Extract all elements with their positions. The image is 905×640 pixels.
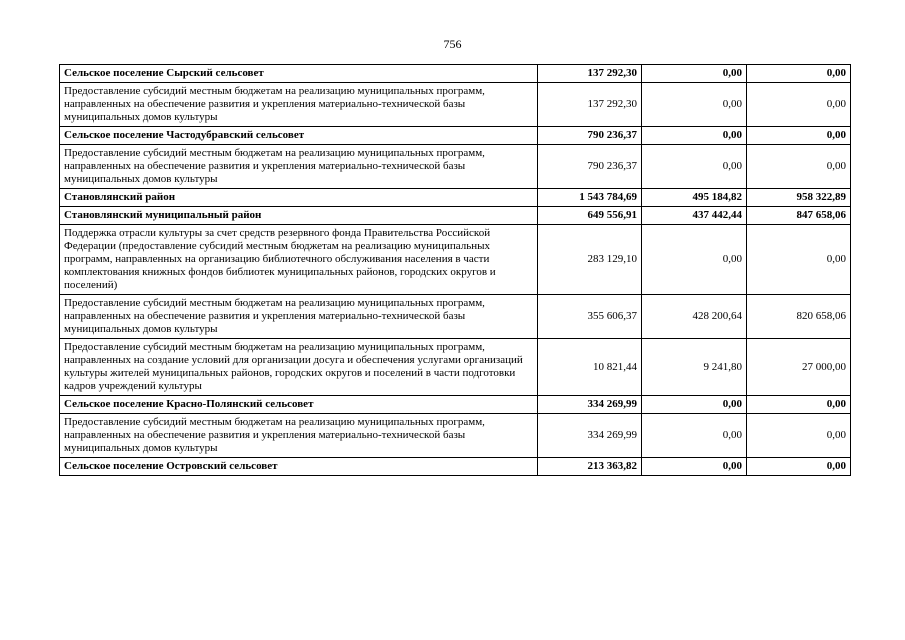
row-value-2-cell: 9 241,80 <box>642 339 747 396</box>
row-value-1-cell: 213 363,82 <box>538 458 642 476</box>
row-name-cell: Предоставление субсидий местным бюджетам на реализацию муниципальных программ, направленных на обеспечение развития и укрепления материально-технической базы муниципальных домов культуры <box>60 83 538 127</box>
row-value-3-cell: 820 658,06 <box>747 295 851 339</box>
row-value-1-cell: 790 236,37 <box>538 145 642 189</box>
row-value-3-cell: 0,00 <box>747 83 851 127</box>
row-value-2-cell: 0,00 <box>642 145 747 189</box>
row-value-1-cell: 334 269,99 <box>538 396 642 414</box>
row-value-2-cell: 0,00 <box>642 83 747 127</box>
row-value-3-cell: 0,00 <box>747 396 851 414</box>
page-number: 756 <box>443 37 462 51</box>
table-row <box>60 414 851 458</box>
row-value-2-cell: 0,00 <box>642 414 747 458</box>
table-row <box>60 145 851 189</box>
row-value-1-cell: 649 556,91 <box>538 207 642 225</box>
table-row <box>60 127 851 145</box>
table-row <box>60 225 851 295</box>
row-name-cell: Поддержка отрасли культуры за счет средств резервного фонда Правительства Российской Федерации (предоставление субсидий местным бюджетам на реализацию муниципальных программ, направленных на организацию библиотечного обслуживания населения в части комплектования книжных фондов библиотек муниципальных районов, городских округов и поселений) <box>60 225 538 295</box>
row-value-3-cell: 0,00 <box>747 414 851 458</box>
row-value-2-cell: 428 200,64 <box>642 295 747 339</box>
table-row <box>60 295 851 339</box>
row-name-cell: Сельское поселение Островский сельсовет <box>60 458 538 476</box>
row-value-3-cell: 0,00 <box>747 127 851 145</box>
table-row <box>60 339 851 396</box>
row-value-1-cell: 137 292,30 <box>538 65 642 83</box>
table-row <box>60 396 851 414</box>
row-name-cell: Предоставление субсидий местным бюджетам на реализацию муниципальных программ, направленных на обеспечение развития и укрепления материально-технической базы муниципальных домов культуры <box>60 295 538 339</box>
row-value-2-cell: 437 442,44 <box>642 207 747 225</box>
budget-table <box>59 64 851 476</box>
row-value-1-cell: 137 292,30 <box>538 83 642 127</box>
row-value-3-cell: 0,00 <box>747 458 851 476</box>
row-value-2-cell: 0,00 <box>642 225 747 295</box>
table-row <box>60 83 851 127</box>
row-name-cell: Предоставление субсидий местным бюджетам на реализацию муниципальных программ, направленных на создание условий для организации досуга и обеспечения услугами организаций культуры жителей муниципальных районов, городских округов и поселений в части подготовки кадров учреждений культуры <box>60 339 538 396</box>
row-name-cell: Сельское поселение Красно-Полянский сельсовет <box>60 396 538 414</box>
row-value-1-cell: 334 269,99 <box>538 414 642 458</box>
row-value-3-cell: 958 322,89 <box>747 189 851 207</box>
row-value-3-cell: 0,00 <box>747 225 851 295</box>
row-name-cell: Становлянский муниципальный район <box>60 207 538 225</box>
row-value-2-cell: 0,00 <box>642 127 747 145</box>
row-name-cell: Предоставление субсидий местным бюджетам на реализацию муниципальных программ, направленных на обеспечение развития и укрепления материально-технической базы муниципальных домов культуры <box>60 414 538 458</box>
row-value-3-cell: 0,00 <box>747 145 851 189</box>
row-value-3-cell: 27 000,00 <box>747 339 851 396</box>
row-value-3-cell: 847 658,06 <box>747 207 851 225</box>
table-row <box>60 65 851 83</box>
row-value-3-cell: 0,00 <box>747 65 851 83</box>
row-name-cell: Сельское поселение Частодубравский сельсовет <box>60 127 538 145</box>
row-name-cell: Предоставление субсидий местным бюджетам на реализацию муниципальных программ, направленных на обеспечение развития и укрепления материально-технической базы муниципальных домов культуры <box>60 145 538 189</box>
row-name-cell: Становлянский район <box>60 189 538 207</box>
row-value-1-cell: 283 129,10 <box>538 225 642 295</box>
row-value-1-cell: 1 543 784,69 <box>538 189 642 207</box>
row-value-1-cell: 790 236,37 <box>538 127 642 145</box>
row-value-1-cell: 10 821,44 <box>538 339 642 396</box>
table-row <box>60 189 851 207</box>
row-value-2-cell: 495 184,82 <box>642 189 747 207</box>
budget-table-body <box>60 65 851 476</box>
row-value-2-cell: 0,00 <box>642 65 747 83</box>
row-name-cell: Сельское поселение Сырский сельсовет <box>60 65 538 83</box>
table-row <box>60 207 851 225</box>
row-value-2-cell: 0,00 <box>642 396 747 414</box>
row-value-1-cell: 355 606,37 <box>538 295 642 339</box>
row-value-2-cell: 0,00 <box>642 458 747 476</box>
table-row <box>60 458 851 476</box>
